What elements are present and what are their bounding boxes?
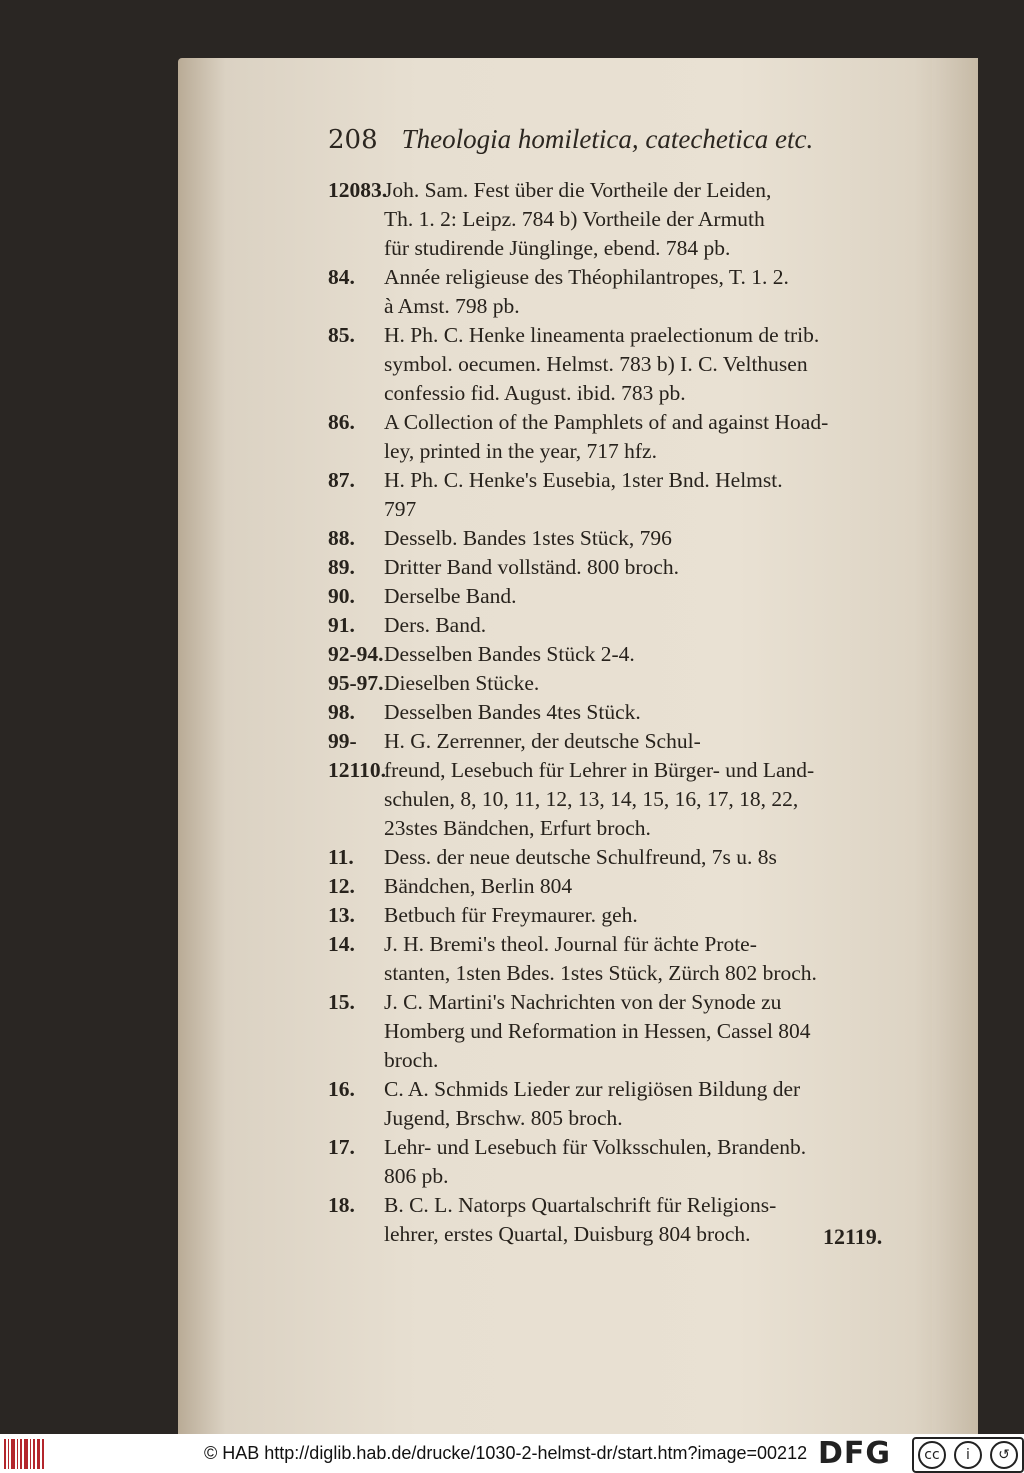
entry-line: Lehr- und Lesebuch für Volksschulen, Brandenb. — [384, 1135, 807, 1159]
entry-line: Betbuch für Freymaurer. geh. — [384, 903, 638, 927]
entry-line: J. H. Bremi's theol. Journal für ächte Prote- — [384, 932, 757, 956]
entry-number: 91. — [328, 613, 355, 637]
catalog-entry — [328, 1075, 908, 1133]
catalog-entry — [328, 640, 908, 669]
catalog-entry — [328, 263, 908, 321]
page-spine-shadow — [932, 58, 978, 1434]
catalog-entry — [328, 466, 908, 524]
entry-text — [384, 582, 908, 611]
entry-number: 84. — [328, 265, 355, 289]
entry-number: 90. — [328, 584, 355, 608]
entry-number: 16. — [328, 1077, 355, 1101]
catalog-entry — [328, 988, 908, 1075]
entry-number: 12083. — [328, 178, 388, 202]
entry-line: 806 pb. — [384, 1164, 449, 1188]
entry-line: Derselbe Band. — [384, 584, 517, 608]
catalog-entry — [328, 698, 908, 727]
entry-text — [384, 640, 908, 669]
entry-line: schulen, 8, 10, 11, 12, 13, 14, 15, 16, 17, 18, 22, — [384, 787, 799, 811]
dfg-logo: DFG — [818, 1436, 892, 1471]
credit-link[interactable]: © HAB http://diglib.hab.de/drucke/1030-2-helmst-dr/start.htm?image=00212 — [204, 1443, 808, 1463]
entry-line: Dieselben Stücke. — [384, 671, 540, 695]
catalog-entry — [328, 408, 908, 466]
entry-line: Ders. Band. — [384, 613, 487, 637]
entry-line: stanten, 1sten Bdes. 1stes Stück, Zürch 802 broch. — [384, 961, 817, 985]
entry-text — [384, 321, 908, 408]
catchword: 12119. — [823, 1224, 883, 1249]
entry-line: Année religieuse des Théophilantropes, T. 1. 2. — [384, 265, 789, 289]
entry-text — [384, 553, 908, 582]
entry-line: Desselben Bandes Stück 2-4. — [384, 642, 635, 666]
catalog-entry — [328, 176, 908, 263]
entry-line: confessio fid. August. ibid. 783 pb. — [384, 381, 686, 405]
catalog-entry — [328, 727, 908, 843]
entry-line: B. C. L. Natorps Quartalschrift für Religions- — [384, 1193, 777, 1217]
entry-line: Joh. Sam. Fest über die Vortheile der Leiden, — [384, 178, 772, 202]
catalog-entry — [328, 930, 908, 988]
entry-number: 92-94. — [328, 642, 384, 666]
entry-line: Homberg und Reformation in Hessen, Cassel 804 — [384, 1019, 811, 1043]
entry-line: lehrer, erstes Quartal, Duisburg 804 broch. — [384, 1222, 751, 1246]
entry-number: 99-12110. — [328, 729, 386, 782]
entry-line: J. C. Martini's Nachrichten von der Synode zu — [384, 990, 782, 1014]
entry-line: H. Ph. C. Henke lineamenta praelectionum de trib. — [384, 323, 820, 347]
entry-text — [384, 466, 908, 524]
entry-line: freund, Lesebuch für Lehrer in Bürger- und Land- — [384, 758, 815, 782]
entry-line: C. A. Schmids Lieder zur religiösen Bildung der — [384, 1077, 801, 1101]
catalog-entry — [328, 321, 908, 408]
entry-line: Jugend, Brschw. 805 broch. — [384, 1106, 623, 1130]
sa-icon: ↺ — [990, 1441, 1018, 1469]
entry-number: 89. — [328, 555, 355, 579]
entry-line: Dess. der neue deutsche Schulfreund, 7s u. 8s — [384, 845, 777, 869]
entry-number: 18. — [328, 1193, 355, 1217]
entry-number: 88. — [328, 526, 355, 550]
entry-line: Dritter Band vollständ. 800 broch. — [384, 555, 679, 579]
catalog-entry — [328, 1133, 908, 1191]
cc-icon: cc — [918, 1441, 946, 1469]
entry-line: Desselben Bandes 4tes Stück. — [384, 700, 641, 724]
entry-text — [384, 843, 908, 901]
by-icon: i — [954, 1441, 982, 1469]
entry-line: Bändchen, Berlin 804 — [384, 874, 573, 898]
catalog-entries — [328, 176, 908, 1249]
entry-number: 98. — [328, 700, 355, 724]
catalog-entry — [328, 553, 908, 582]
entry-line: 23stes Bändchen, Erfurt broch. — [384, 816, 651, 840]
entry-line: Desselb. Bandes 1stes Stück, 796 — [384, 526, 672, 550]
entry-number: 95-97. — [328, 671, 384, 695]
entry-text — [384, 1075, 908, 1133]
entry-text — [384, 263, 908, 321]
entry-text — [384, 669, 908, 698]
entry-number: 14. — [328, 932, 355, 956]
entry-line: broch. — [384, 1048, 439, 1072]
catalog-entry — [328, 524, 908, 553]
cc-license-badge[interactable] — [912, 1437, 1024, 1473]
catalog-entry — [328, 901, 908, 930]
entry-text — [384, 524, 908, 553]
entry-line: H. Ph. C. Henke's Eusebia, 1ster Bnd. Helmst. — [384, 468, 783, 492]
hab-logo-icon — [4, 1439, 44, 1469]
entry-line: à Amst. 798 pb. — [384, 294, 520, 318]
entry-text — [384, 176, 908, 263]
entry-text — [384, 901, 908, 930]
entry-line: symbol. oecumen. Helmst. 783 b) I. C. Velthusen — [384, 352, 808, 376]
catalog-entry — [328, 611, 908, 640]
entry-number: 15. — [328, 990, 355, 1014]
book-page — [178, 58, 978, 1434]
entry-line: 797 — [384, 497, 417, 521]
entry-line: für studirende Jünglinge, ebend. 784 pb. — [384, 236, 731, 260]
entry-text — [384, 988, 908, 1075]
entry-text — [384, 611, 908, 640]
entry-text — [384, 698, 908, 727]
catalog-entry — [328, 582, 908, 611]
page-header — [328, 124, 888, 155]
entry-line: ley, printed in the year, 717 hfz. — [384, 439, 657, 463]
entry-number: 86. — [328, 410, 355, 434]
entry-number: 85. — [328, 323, 355, 347]
entry-text — [384, 727, 908, 843]
page-number: 208 — [328, 125, 378, 155]
entry-line: A Collection of the Pamphlets of and against Hoad- — [384, 410, 829, 434]
entry-line: H. G. Zerrenner, der deutsche Schul- — [384, 729, 701, 753]
entry-text — [384, 1133, 908, 1191]
entry-text — [384, 930, 908, 988]
entry-number: 87. — [328, 468, 355, 492]
entry-number: 11. 12. — [328, 845, 355, 898]
entry-text — [384, 408, 908, 466]
running-title: Theologia homiletica, catechetica etc. — [401, 124, 814, 154]
entry-line: Th. 1. 2: Leipz. 784 b) Vortheile der Armuth — [384, 207, 765, 231]
entry-number: 17. — [328, 1135, 355, 1159]
catalog-entry — [328, 1191, 908, 1249]
entry-number: 13. — [328, 903, 355, 927]
catalog-entry — [328, 669, 908, 698]
catalog-entry — [328, 843, 908, 901]
